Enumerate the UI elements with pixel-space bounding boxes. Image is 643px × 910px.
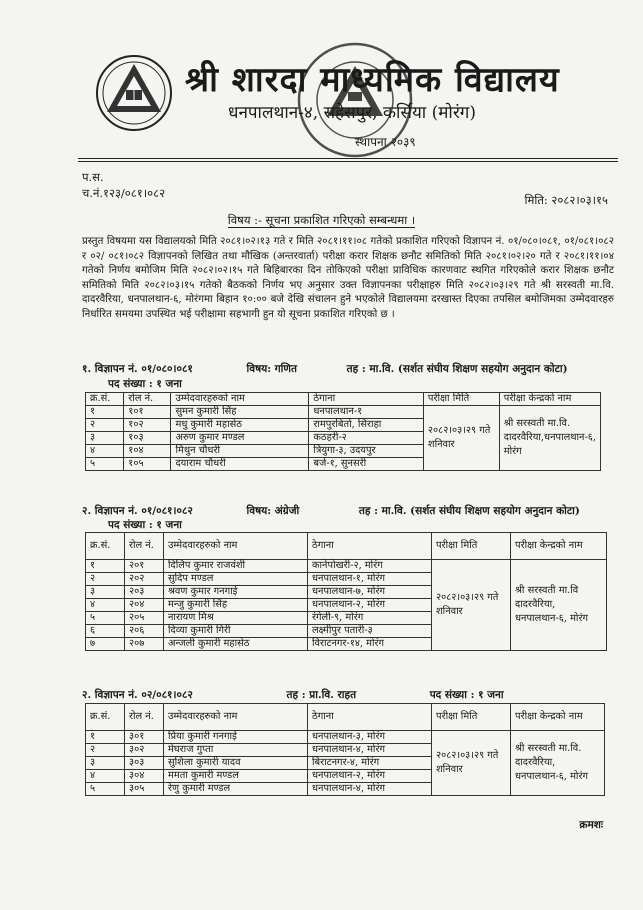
cell-roll: २०३ [125, 586, 164, 599]
cell-name: दयाराम चौधरी [171, 458, 309, 471]
col-roll: रोल नं. [125, 704, 164, 731]
section-3-ad-number: २. विज्ञापन नं. ०२/०८१।०८२ [82, 689, 193, 701]
cell-sn: ३ [86, 432, 124, 445]
cell-name: रेणु कुमारी मण्डल [164, 783, 308, 796]
cell-address: रामपुरबिर्ता, सिराहा [309, 419, 424, 432]
section-2-level: तह : मा.वि. (सर्शत संघीय शिक्षण सहयोग अनुदान कोटा) [358, 505, 580, 517]
cell-address: धनपालथान-४, मोरंग [308, 783, 432, 796]
section-1-table [85, 392, 601, 471]
cell-name: दिव्या कुमारी गिरी [164, 625, 308, 638]
table-header-row [86, 533, 607, 560]
cell-name: दिलिप कुमार राजवंशी [164, 560, 308, 573]
cell-roll: २०५ [125, 612, 164, 625]
col-center: परीक्षा केन्द्रको नाम [511, 533, 607, 560]
cell-name: श्रवण कुमार गनगाई [164, 586, 308, 599]
cell-sn: ३ [86, 586, 125, 599]
cell-roll: १०२ [124, 419, 171, 432]
cell-sn: २ [86, 419, 124, 432]
section-3-heading [82, 688, 504, 702]
cell-name: नारायण मिश्र [164, 612, 308, 625]
school-name: श्री शारदा माध्यमिक विद्यालय [185, 60, 560, 100]
cell-roll: २०६ [125, 625, 164, 638]
cell-sn: ५ [86, 783, 125, 796]
cell-sn: ४ [86, 445, 124, 458]
cell-sn: ६ [86, 625, 125, 638]
cell-roll: १०४ [124, 445, 171, 458]
cell-exam-date: २०८२।०३।२९ गते शनिवार [423, 406, 499, 471]
table-row [86, 560, 607, 573]
cell-name: मन्जु कुमारी सिंह [164, 599, 308, 612]
col-center: परीक्षा केन्द्रको नाम [511, 704, 605, 731]
cell-roll: २०२ [125, 573, 164, 586]
cell-roll: १०१ [124, 406, 171, 419]
cell-roll: १०५ [124, 458, 171, 471]
cell-roll: २०७ [125, 638, 164, 651]
cell-name: मधु कुमारी महासेठ [171, 419, 309, 432]
letter-subject [0, 213, 643, 228]
established-year: स्थापना २०३९ [355, 135, 416, 149]
section-1-subject: विषय: गणित [246, 363, 297, 375]
col-name: उम्मेदवारहरुको नाम [171, 393, 309, 406]
col-roll: रोल नं. [125, 533, 164, 560]
cell-exam-date: २०८२।०३।२९ गते शनिवार [432, 731, 511, 796]
section-3-table [85, 703, 605, 796]
section-2-table [85, 532, 607, 651]
cell-address: धनपालथान-१ [309, 406, 424, 419]
cell-sn: ५ [86, 458, 124, 471]
cell-sn: १ [86, 406, 124, 419]
school-logo [95, 54, 173, 132]
cell-name: अरुण कुमार मण्डल [171, 432, 309, 445]
col-name: उम्मेदवारहरुको नाम [164, 704, 308, 731]
cell-roll: २०१ [125, 560, 164, 573]
col-sn: क्र.सं. [86, 704, 125, 731]
cell-name: ममता कुमारी मण्डल [164, 770, 308, 783]
cell-address: धनपालथान-२, मोरंग [308, 770, 432, 783]
table-header-row [86, 393, 601, 406]
cell-sn: २ [86, 573, 125, 586]
section-1-level: तह : मा.वि. (सर्शत संघीय शिक्षण सहयोग अनुदान कोटा) [346, 363, 568, 375]
cell-center: श्री सरस्वती मा.वि. दादरवैरिया,धनपालथान-६, मोरंग [499, 406, 600, 471]
table-row [86, 731, 605, 744]
section-2-ad-number: २. विज्ञापन नं. ०१/०८१।०८२ [82, 505, 193, 517]
cell-address: विराटनगर-१४, मोरंग [308, 638, 432, 651]
table-header-row [86, 704, 605, 731]
section-1-heading [82, 362, 568, 376]
col-name: उम्मेदवारहरुको नाम [164, 533, 308, 560]
notice-body: प्रस्तुत विषयमा यस विद्यालयको मिति २०८१।०२।१३ गते र मिति २०८१।११।०८ गतेको प्रकाशित गरिएको विज्ञापन नं. ०१/०८०।०८१, ०१/०८१।०८२ र ०२/ ०८१।०८२ विज्ञापनको लिखित तथा मौखिक (अन्तरवार्ता) परीक्षा करार शिक्षक छनौट समितिको मिति २०८१।०२।२० गते र २०८१।११।०४ गतेको निर्णय बमोजिम मिति २०८२।०२।१५ गते बिहिबारका दिन तोकिएको परीक्षा प्राविधिक कारणवाट स्थगित गरिएकोले करार शिक्षक छनौट समितिको मिति २०८२।०३।१५ गतेको बैठकको निर्णय भए अनुसार उक्त विज्ञापनका परीक्षाहरु मिति २०८२।०३।२९ गते श्री सरस्वती मा.वि. दादरवैरिया, धनपालथान-६, मोरंगमा बिहान १०:०० बजे देखि संचालन हुने भएकोले विद्यालयमा दरखास्त दिएका तपसिल बमोजिमका उम्मेदवारहरु निर्धारित समयमा उपस्थित भई परीक्षामा सहभागी हुन यो सूचना प्रकाशित गरिएको छ । [82, 236, 614, 320]
col-address: ठेगाना [308, 533, 432, 560]
cell-sn: १ [86, 731, 125, 744]
cell-name: मिथुन चौधरी [171, 445, 309, 458]
section-2-posts: पद संख्या : १ जना [108, 519, 182, 531]
cell-name: अन्जली कुमारी महासेठ [164, 638, 308, 651]
cell-roll: ३०१ [125, 731, 164, 744]
letter-date: मिति: २०८२।०३।१५ [524, 193, 608, 207]
cell-roll: ३०५ [125, 783, 164, 796]
cell-center: श्री सरस्वती मा.वि. दादरवैरिया, धनपालथान-६, मोरंग [511, 731, 605, 796]
cell-center: श्री सरस्वती मा.वि दादरवैरिया, धनपालथान-६, मोरंग [511, 560, 607, 651]
table-row [86, 406, 601, 419]
cell-address: धनपालथान-४, मोरंग [308, 744, 432, 757]
cell-roll: २०४ [125, 599, 164, 612]
col-address: ठेगाना [308, 704, 432, 731]
cell-address: रंगेली-९, मोरंग [308, 612, 432, 625]
cell-address: कठहरी-२ [309, 432, 424, 445]
cell-sn: ४ [86, 770, 125, 783]
cell-roll: ३०३ [125, 757, 164, 770]
col-exam-date: परीक्षा मिति [432, 704, 511, 731]
cell-roll: ३०४ [125, 770, 164, 783]
school-address: धनपालथान-४, सहेसपुर, कर्सिया (मोरंग) [228, 103, 476, 123]
cell-address: लक्ष्मीपुर पतारी-३ [308, 625, 432, 638]
col-address: ठेगाना [309, 393, 424, 406]
section-1-posts: पद संख्या : १ जना [108, 378, 182, 390]
cell-address: धनपालथान-२, मोरंग [308, 599, 432, 612]
cell-name: सुमन कुमारी सिंह [171, 406, 309, 419]
patra-sankhya: प.स. [82, 170, 104, 184]
continued-label: क्रमशः [579, 819, 603, 831]
col-center: परीक्षा केन्द्रको नाम [499, 393, 600, 406]
section-3-level: तह : प्रा.वि. राहत [286, 689, 357, 701]
cell-sn: ३ [86, 757, 125, 770]
col-roll: रोल नं. [124, 393, 171, 406]
cell-name: प्रिया कुमारी गनगाई [164, 731, 308, 744]
header-divider [78, 158, 618, 159]
cell-sn: ४ [86, 599, 125, 612]
subject-text: विषय :- सूचना प्रकाशित गरिएको सम्बन्धमा । [227, 213, 416, 227]
cell-name: मेघराज गुप्ता [164, 744, 308, 757]
cell-address: कानेपोखरी-२, मोरंग [308, 560, 432, 573]
cell-name: सुशिला कुमारी यादव [164, 757, 308, 770]
cell-sn: २ [86, 744, 125, 757]
cell-address: त्रियुगा-३, उदयपुर [309, 445, 424, 458]
cell-address: धनपालथान-१, मोरंग [308, 573, 432, 586]
cell-sn: १ [86, 560, 125, 573]
col-exam-date: परीक्षा मिति [423, 393, 499, 406]
cell-address: धनपालथान-७, मोरंग [308, 586, 432, 599]
cell-address: बर्ज-१, सुनसरी [309, 458, 424, 471]
section-3-posts: पद संख्या : १ जना [429, 689, 504, 701]
cell-sn: ५ [86, 612, 125, 625]
cell-name: सुदिप मण्डल [164, 573, 308, 586]
section-2-subject: विषय: अंग्रेजी [246, 505, 300, 517]
cell-roll: ३०२ [125, 744, 164, 757]
section-2-heading [82, 504, 580, 518]
cell-sn: ७ [86, 638, 125, 651]
col-sn: क्र.सं. [86, 393, 124, 406]
col-sn: क्र.सं. [86, 533, 125, 560]
section-1-ad-number: १. विज्ञापन नं. ०१/०८०।०८१ [82, 363, 193, 375]
cell-address: बिराटनगर-४, मोरंग [308, 757, 432, 770]
chalani-number: च.नं.१२३/०८१।०८२ [82, 186, 166, 200]
cell-address: धनपालथान-३, मोरंग [308, 731, 432, 744]
col-exam-date: परीक्षा मिति [432, 533, 511, 560]
header-divider-2 [78, 161, 618, 162]
cell-roll: १०३ [124, 432, 171, 445]
cell-exam-date: २०८२।०३।२९ गते शनिवार [432, 560, 511, 651]
